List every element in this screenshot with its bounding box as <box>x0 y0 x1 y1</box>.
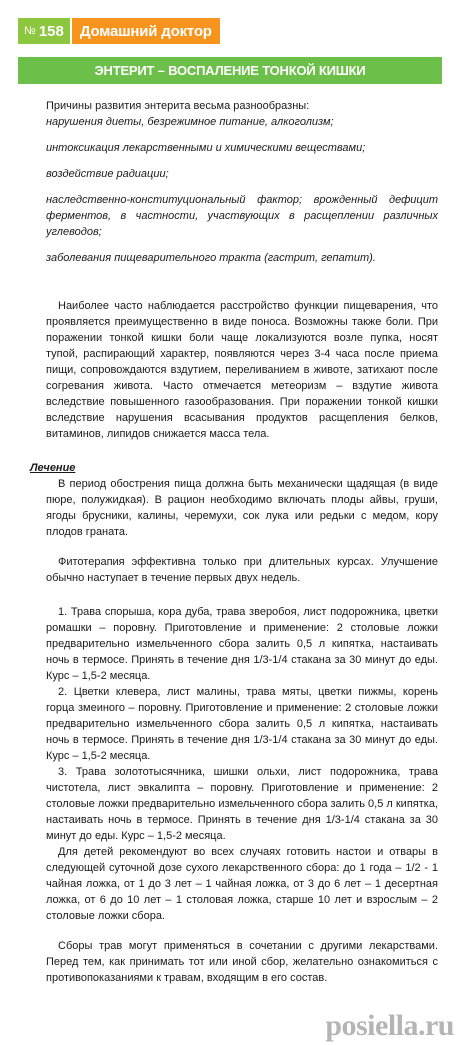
cause-item: воздействие радиации; <box>46 168 169 180</box>
article-title: ЭНТЕРИТ – ВОСПАЛЕНИЕ ТОНКОЙ КИШКИ <box>18 57 442 84</box>
page-header <box>18 18 220 44</box>
combination-paragraph: Сборы трав могут применяться в сочетании с другими лекарствами. Перед тем, как принимать тот или иной сбор, желательно ознакомиться с противопоказаниями к травам, входящим в его состав. <box>46 940 438 984</box>
recipe-item: 3. Трава золототысячника, шишки ольхи, лист подорожника, трава чистотела, лист эвкалипта – поровну. Приготовление и применение: 2 столовые ложки предварительно измельченного сбора залить 0,5 л кипятка, настаивать ночь в термосе. Принять в течение дня 1/3-1/4 стакана за 30 минут до еды. Курс – 1,5-2 месяца. <box>46 766 439 842</box>
magazine-name: Домашний доктор <box>72 18 220 44</box>
children-dosage-paragraph: Для детей рекомендуют во всех случаях готовить настои и отвары в следующей суточной дозе сухого лекарственного сбора: до 1 года – 1/2 - 1 чайная ложка, от 1 до 3 лет – 1 чайная ложка, от 3 до 6 лет – 1 десертная ложка, от 6 до 10 лет – 1 столовая ложка, старше 10 лет и взрослым – 2 столовые ложки сбора. <box>46 846 438 922</box>
treatment-paragraph: В период обострения пища должна быть механически щадящая (в виде пюре, полужидкая). В рацион необходимо включать плоды айвы, груши, ягоды брусники, калины, черемухи, сок лука или редьки с медом, кору плодов граната. <box>46 478 438 538</box>
site-watermark: posiella.ru <box>325 1009 454 1042</box>
intro-text: Причины развития энтерита весьма разнообразны: <box>46 100 310 112</box>
symptoms-paragraph: Наиболее часто наблюдается расстройство функции пищеварения, что проявляется преимущественно в виде поноса. Возможны также боли. При поражении тонкой кишки боли чаще локализуются возле пупка, носят тупой, распирающий характер, появляются через 3-4 часа после приема пищи, сопровождаются вздутием, переливанием в животе, затихают после согревания живота. Часто отмечается метеоризм – вздутие живота вследствие повышенного газообразования. При поражении тонкой кишки вследствие нарушения всасывания продуктов расщепления белков, витаминов, липидов снижается масса тела. <box>46 300 438 440</box>
issue-symbol: № <box>24 25 36 37</box>
phyto-paragraph: Фитотерапия эффективна только при длительных курсах. Улучшение обычно наступает в течение первых двух недель. <box>46 556 438 584</box>
treatment-heading: Лечение <box>30 462 76 474</box>
article-body <box>30 98 439 986</box>
cause-item: наследственно-конституциональный фактор; врожденный дефицит ферментов, в частности, участвующих в расщеплении различных углеводов; <box>46 194 438 238</box>
cause-item: нарушения диеты, безрежимное питание, алкоголизм; <box>46 116 334 128</box>
issue-badge <box>18 18 70 44</box>
cause-item: заболевания пищеварительного тракта (гастрит, гепатит). <box>46 252 376 264</box>
issue-number: 158 <box>38 22 64 40</box>
recipe-item: 1. Трава спорыша, кора дуба, трава зверобоя, лист подорожника, цветки ромашки – поровну. Приготовление и применение: 2 столовые ложки предварительно измельченного сбора залить 0,5 л кипятка, настаивать ночь в термосе. Принять в течение дня 1/3-1/4 стакана за 30 минут до еды. Курс – 1,5-2 месяца. <box>46 606 438 682</box>
cause-item: интоксикация лекарственными и химическими веществами; <box>46 142 366 154</box>
recipe-item: 2. Цветки клевера, лист малины, трава мяты, цветки пижмы, корень горца змеиного – поровну. Приготовление и применение: 2 столовые ложки предварительно измельченного сбора залить 0,5 л кипятка, настаивать ночь в термосе. Принять в течение дня 1/3-1/4 стакана за 30 минут до еды. Курс – 1,5-2 месяца. <box>46 686 438 762</box>
